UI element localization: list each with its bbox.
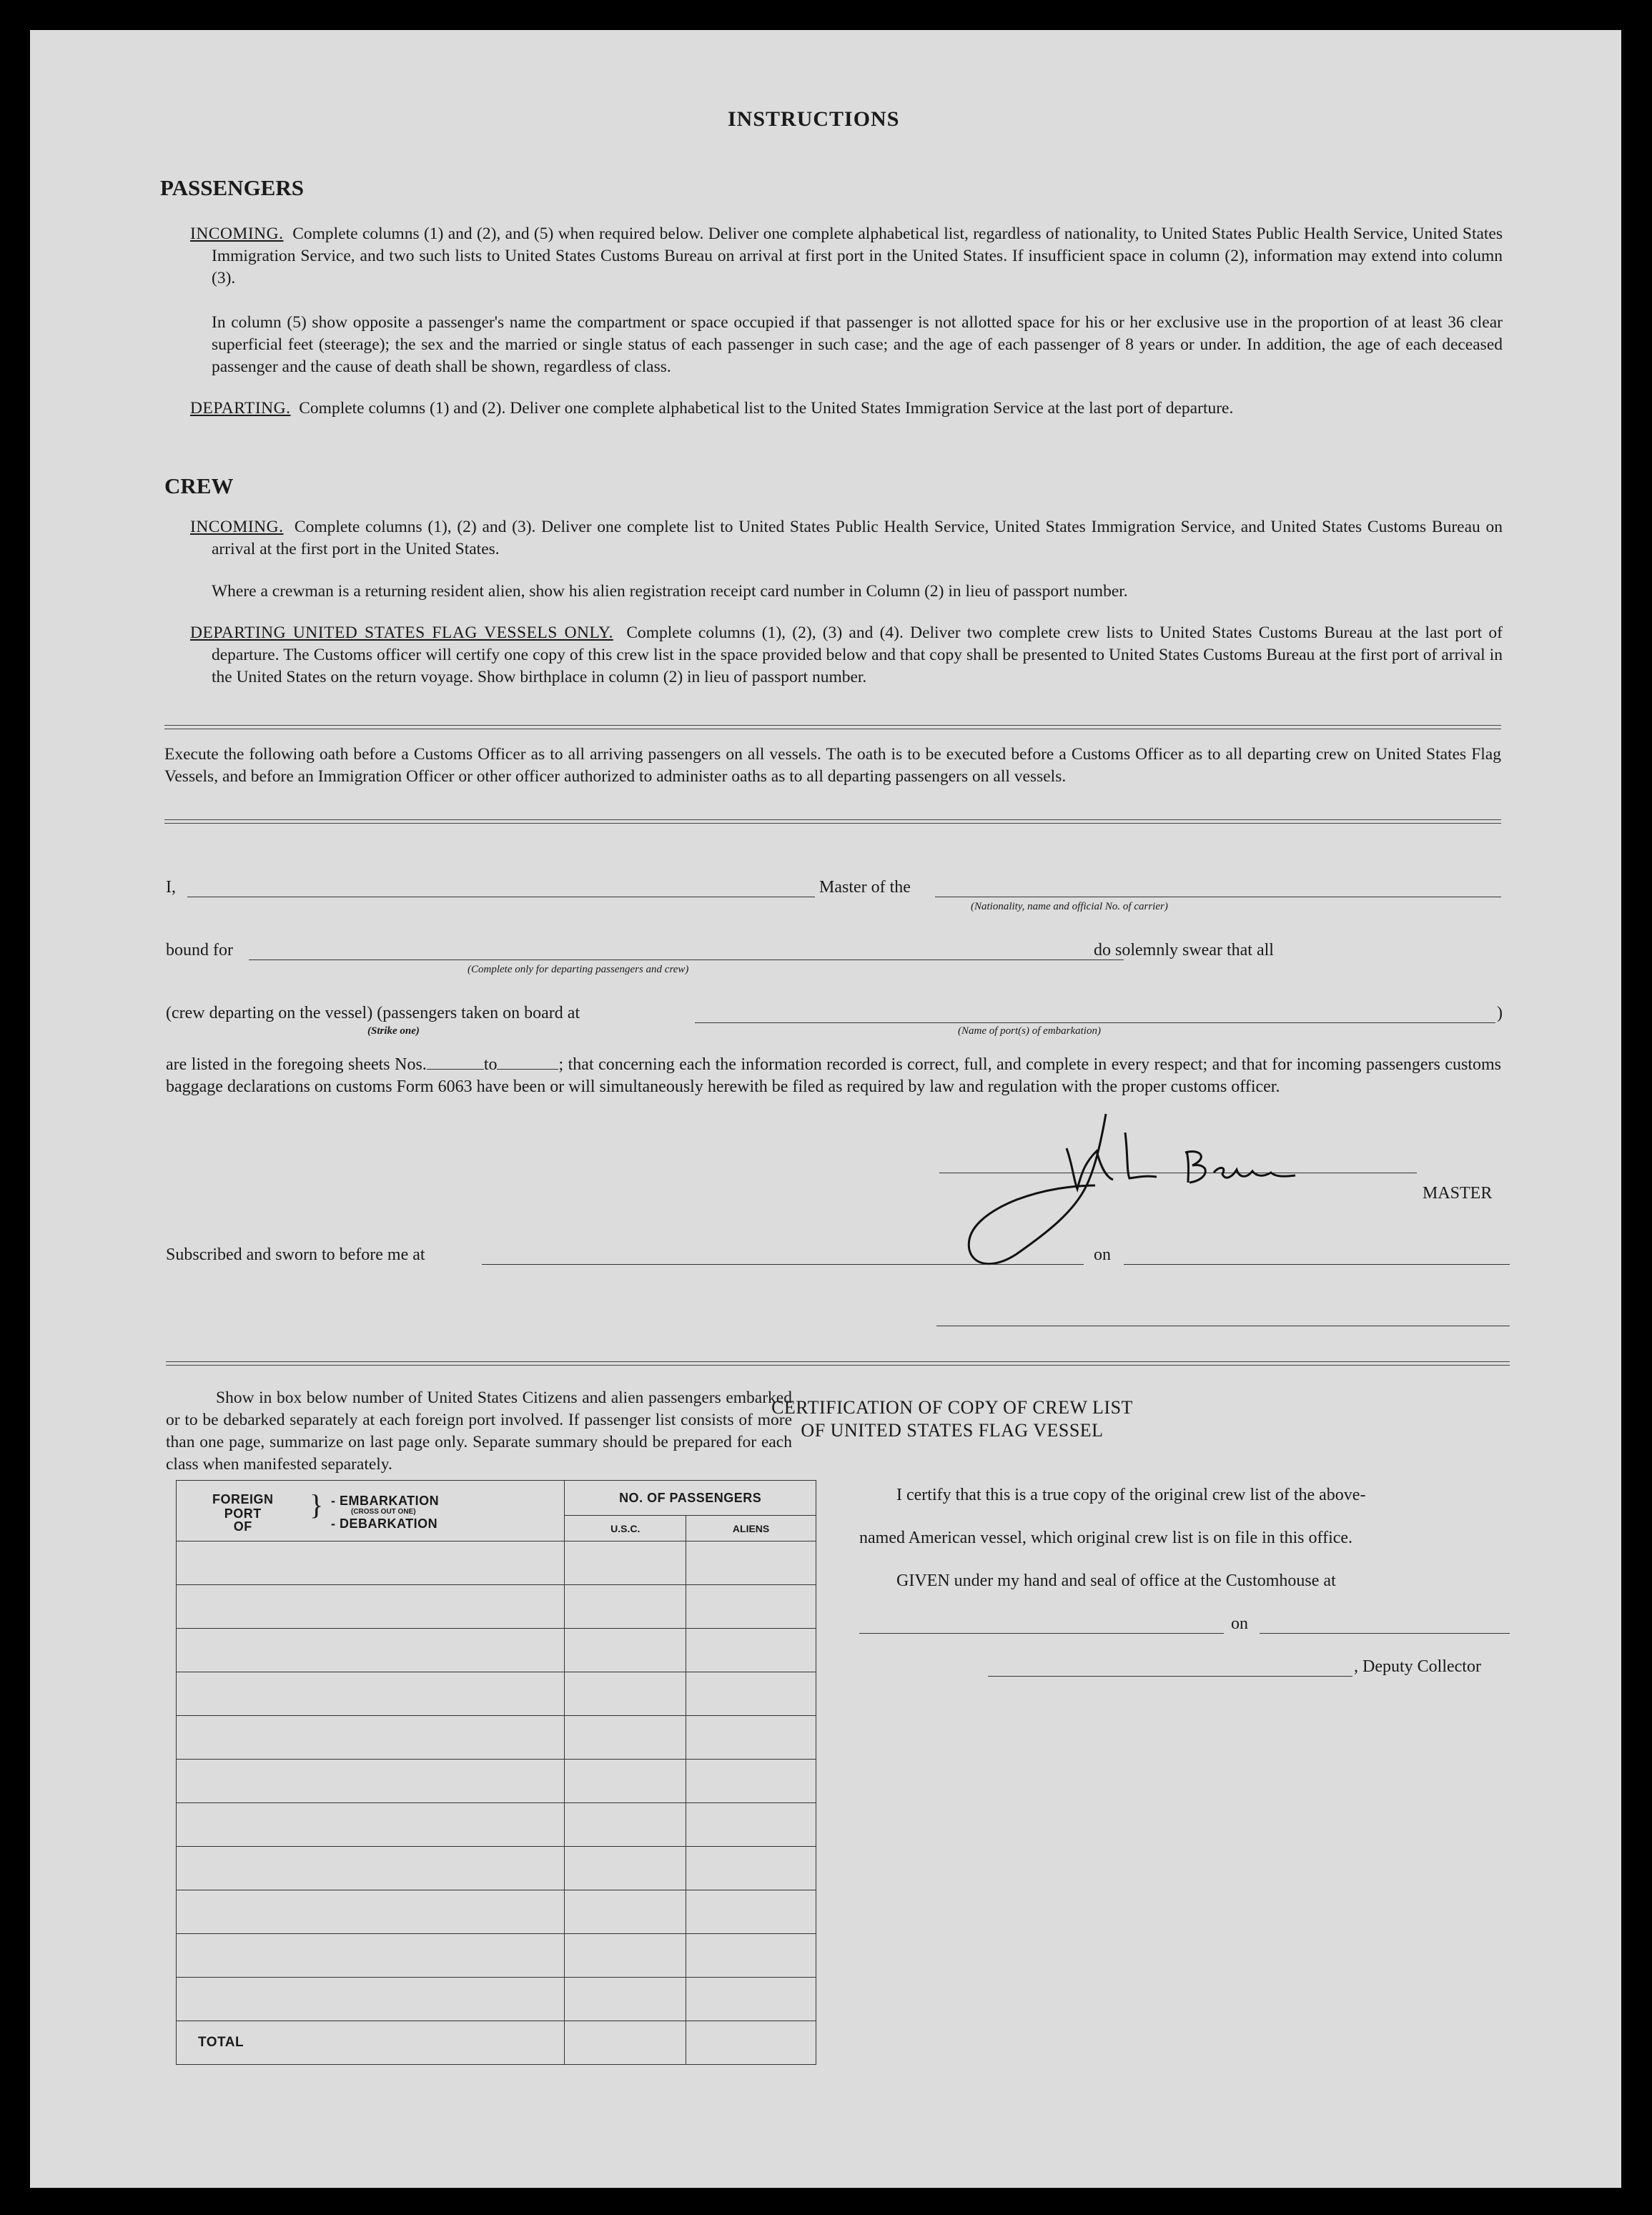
aliens-cell[interactable]	[686, 1934, 816, 1978]
port-header-cell	[177, 1481, 565, 1541]
summary-instructions: Show in box below number of United States Citizens and alien passengers embarked or to be debarked separately at each foreign port involved. If passenger list consists of more than one page, summarize on last page only. Separate summary should be prepared for each class when manifested separately.	[166, 1388, 792, 1474]
listed-rest: ; that concerning each the information recorded is correct, full, and complete in every respect; and that for incoming passengers customs baggage declarations on customs Form 6063 have been or will simultaneously herewith be filed as required by law and regulation with the proper customs officer.	[166, 1055, 1501, 1096]
passengers-departing-paragraph	[190, 398, 1503, 420]
aliens-cell[interactable]	[686, 1716, 816, 1760]
port-cell[interactable]	[177, 1847, 565, 1890]
aliens-cell[interactable]	[686, 1629, 816, 1672]
bound-note: (Complete only for departing passengers and crew)	[468, 964, 689, 975]
subscribed-label: Subscribed and sworn to before me at	[166, 1245, 425, 1264]
crew-departing-text: Complete columns (1), (2), (3) and (4). Deliver two complete crew lists to United States Customs Bureau at the last port of departure. The Customs officer will certify one copy of this crew list in the space provided below and that copy shall be presented to United States Customs Bureau at the first port of arrival in the United States on the return voyage. Show birthplace in column (2) in lieu of passport number.	[212, 623, 1503, 686]
aliens-cell[interactable]	[686, 1847, 816, 1890]
usc-cell[interactable]	[565, 1541, 686, 1585]
oath-i-label: I,	[166, 878, 176, 897]
aliens-cell[interactable]	[686, 1760, 816, 1803]
crew-departing-paragraph	[190, 622, 1503, 689]
divider	[164, 725, 1501, 729]
passenger-summary-table	[176, 1480, 816, 2065]
aliens-cell[interactable]	[686, 1978, 816, 2021]
usc-cell[interactable]	[565, 1847, 686, 1890]
port-cell[interactable]	[177, 1629, 565, 1672]
aliens-cell[interactable]	[686, 1890, 816, 1934]
brace-icon: }	[310, 1489, 324, 1521]
cert-date-field[interactable]	[1260, 1633, 1510, 1634]
cross-out-label: (CROSS OUT ONE)	[351, 1508, 416, 1516]
usc-cell[interactable]	[565, 1978, 686, 2021]
sworn-place-field[interactable]	[482, 1264, 1084, 1265]
passengers-incoming-paragraph	[190, 223, 1503, 290]
port-cell[interactable]	[177, 1890, 565, 1934]
port-cell[interactable]	[177, 1934, 565, 1978]
divider	[166, 1361, 1510, 1366]
listed-prefix: are listed in the foregoing sheets Nos.	[166, 1055, 427, 1074]
usc-cell[interactable]	[565, 1629, 686, 1672]
cert-heading-line1: CERTIFICATION OF COPY OF CREW LIST	[771, 1397, 1133, 1418]
aliens-total-cell[interactable]	[686, 2021, 816, 2065]
usc-cell[interactable]	[565, 1585, 686, 1629]
usc-cell[interactable]	[565, 1803, 686, 1847]
usc-cell[interactable]	[565, 1672, 686, 1716]
master-label: MASTER	[1423, 1184, 1493, 1203]
passengers-heading: PASSENGERS	[160, 175, 304, 200]
cert-line1: I certify that this is a true copy of the original crew list of the above-	[896, 1486, 1366, 1504]
bound-for-label: bound for	[166, 941, 233, 959]
form-page	[30, 30, 1621, 2188]
passengers-departing-lead: DEPARTING.	[190, 399, 291, 418]
swear-label: do solemnly swear that all	[1094, 941, 1274, 959]
divider	[164, 819, 1501, 824]
crew-incoming-paragraph	[190, 516, 1503, 561]
aliens-cell[interactable]	[686, 1672, 816, 1716]
crew-heading: CREW	[164, 473, 234, 498]
total-label: TOTAL	[177, 2021, 565, 2065]
aliens-header: ALIENS	[686, 1516, 816, 1541]
aliens-cell[interactable]	[686, 1803, 816, 1847]
port-cell[interactable]	[177, 1585, 565, 1629]
port-cell[interactable]	[177, 1978, 565, 2021]
customhouse-field[interactable]	[859, 1633, 1224, 1634]
no-of-passengers-header: NO. OF PASSENGERS	[565, 1481, 816, 1516]
port-cell[interactable]	[177, 1716, 565, 1760]
crew-departing-label: (crew departing on the vessel) (passengers taken on board at	[166, 1004, 580, 1022]
crew-resident-paragraph: Where a crewman is a returning resident alien, show his alien registration receipt card number in Column (2) in lieu of passport number.	[212, 582, 1128, 601]
usc-cell[interactable]	[565, 1934, 686, 1978]
deputy-collector-label: , Deputy Collector	[1354, 1657, 1481, 1676]
listed-to: to	[483, 1055, 498, 1074]
port-cell[interactable]	[177, 1541, 565, 1585]
cert-on-label: on	[1231, 1614, 1248, 1633]
sworn-on-label: on	[1094, 1245, 1111, 1264]
embarkation-label: - EMBARKATION	[331, 1494, 440, 1508]
crew-departing-lead: DEPARTING UNITED STATES FLAG VESSELS ONLY.	[190, 623, 613, 642]
usc-total-cell[interactable]	[565, 2021, 686, 2065]
crew-incoming-lead: INCOMING.	[190, 518, 284, 536]
usc-cell[interactable]	[565, 1890, 686, 1934]
master-signature	[959, 1092, 1403, 1271]
strike-note: (Strike one)	[367, 1025, 420, 1037]
cert-line3: GIVEN under my hand and seal of office at the Customhouse at	[896, 1572, 1336, 1590]
aliens-cell[interactable]	[686, 1585, 816, 1629]
cert-line2: named American vessel, which original crew list is on file in this office.	[859, 1529, 1353, 1547]
master-of-label: Master of the	[819, 878, 911, 897]
usc-cell[interactable]	[565, 1760, 686, 1803]
deputy-signature-field[interactable]	[988, 1676, 1352, 1677]
bound-for-field[interactable]	[249, 959, 1124, 960]
carrier-note: (Nationality, name and official No. of carrier)	[971, 901, 1168, 912]
passengers-departing-text: Complete columns (1) and (2). Deliver one complete alphabetical list to the United States Immigration Service at the last port of departure.	[299, 399, 1234, 418]
port-cell[interactable]	[177, 1760, 565, 1803]
close-paren: )	[1497, 1004, 1503, 1022]
crew-incoming-text: Complete columns (1), (2) and (3). Deliver one complete list to United States Public Health Service, United States Immigration Service, and United States Customs Bureau on arrival at the first port in the United States.	[212, 518, 1503, 558]
passengers-incoming-text: Complete columns (1) and (2), and (5) when required below. Deliver one complete alphabetical list, regardless of nationality, to United States Public Health Service, United States Immigration Service, and two such lists to United States Customs Bureau on arrival at first port in the United States. If insufficient space in column (2), information may extend into column (3).	[212, 225, 1503, 287]
port-cell[interactable]	[177, 1803, 565, 1847]
sworn-date-field[interactable]	[1124, 1264, 1510, 1265]
passengers-incoming-lead: INCOMING.	[190, 225, 284, 243]
ports-note: (Name of port(s) of embarkation)	[958, 1025, 1101, 1037]
passengers-column5-paragraph: In column (5) show opposite a passenger's name the compartment or space occupied if that passenger is not allotted space for his or her exclusive use in the proportion of at least 36 clear superficial feet (steerage); the sex and the married or single status of each passenger in such case; and the age of each passenger of 8 years or under. In addition, the age of each deceased passenger and the cause of death shall be shown, regardless of class.	[212, 313, 1503, 376]
cert-heading-line2: OF UNITED STATES FLAG VESSEL	[801, 1420, 1104, 1441]
sheet-to-field[interactable]	[497, 1069, 558, 1070]
port-cell[interactable]	[177, 1672, 565, 1716]
sheet-from-field[interactable]	[427, 1069, 484, 1070]
page-title: INSTRUCTIONS	[728, 107, 900, 131]
oath-intro: Execute the following oath before a Customs Officer as to all arriving passengers on all vessels. The oath is to be executed before a Customs Officer as to all departing crew on United States Flag Vessels, and before an Immigration Officer or other officer authorized to administer oaths as to all departing passengers on all vessels.	[164, 745, 1501, 786]
foreign-port-of-label: FOREIGN PORT OF	[212, 1492, 274, 1534]
usc-cell[interactable]	[565, 1716, 686, 1760]
ports-field[interactable]	[695, 1022, 1495, 1023]
aliens-cell[interactable]	[686, 1541, 816, 1585]
debarkation-label: - DEBARKATION	[331, 1516, 438, 1531]
listed-paragraph	[166, 1054, 1501, 1098]
usc-header: U.S.C.	[565, 1516, 686, 1541]
